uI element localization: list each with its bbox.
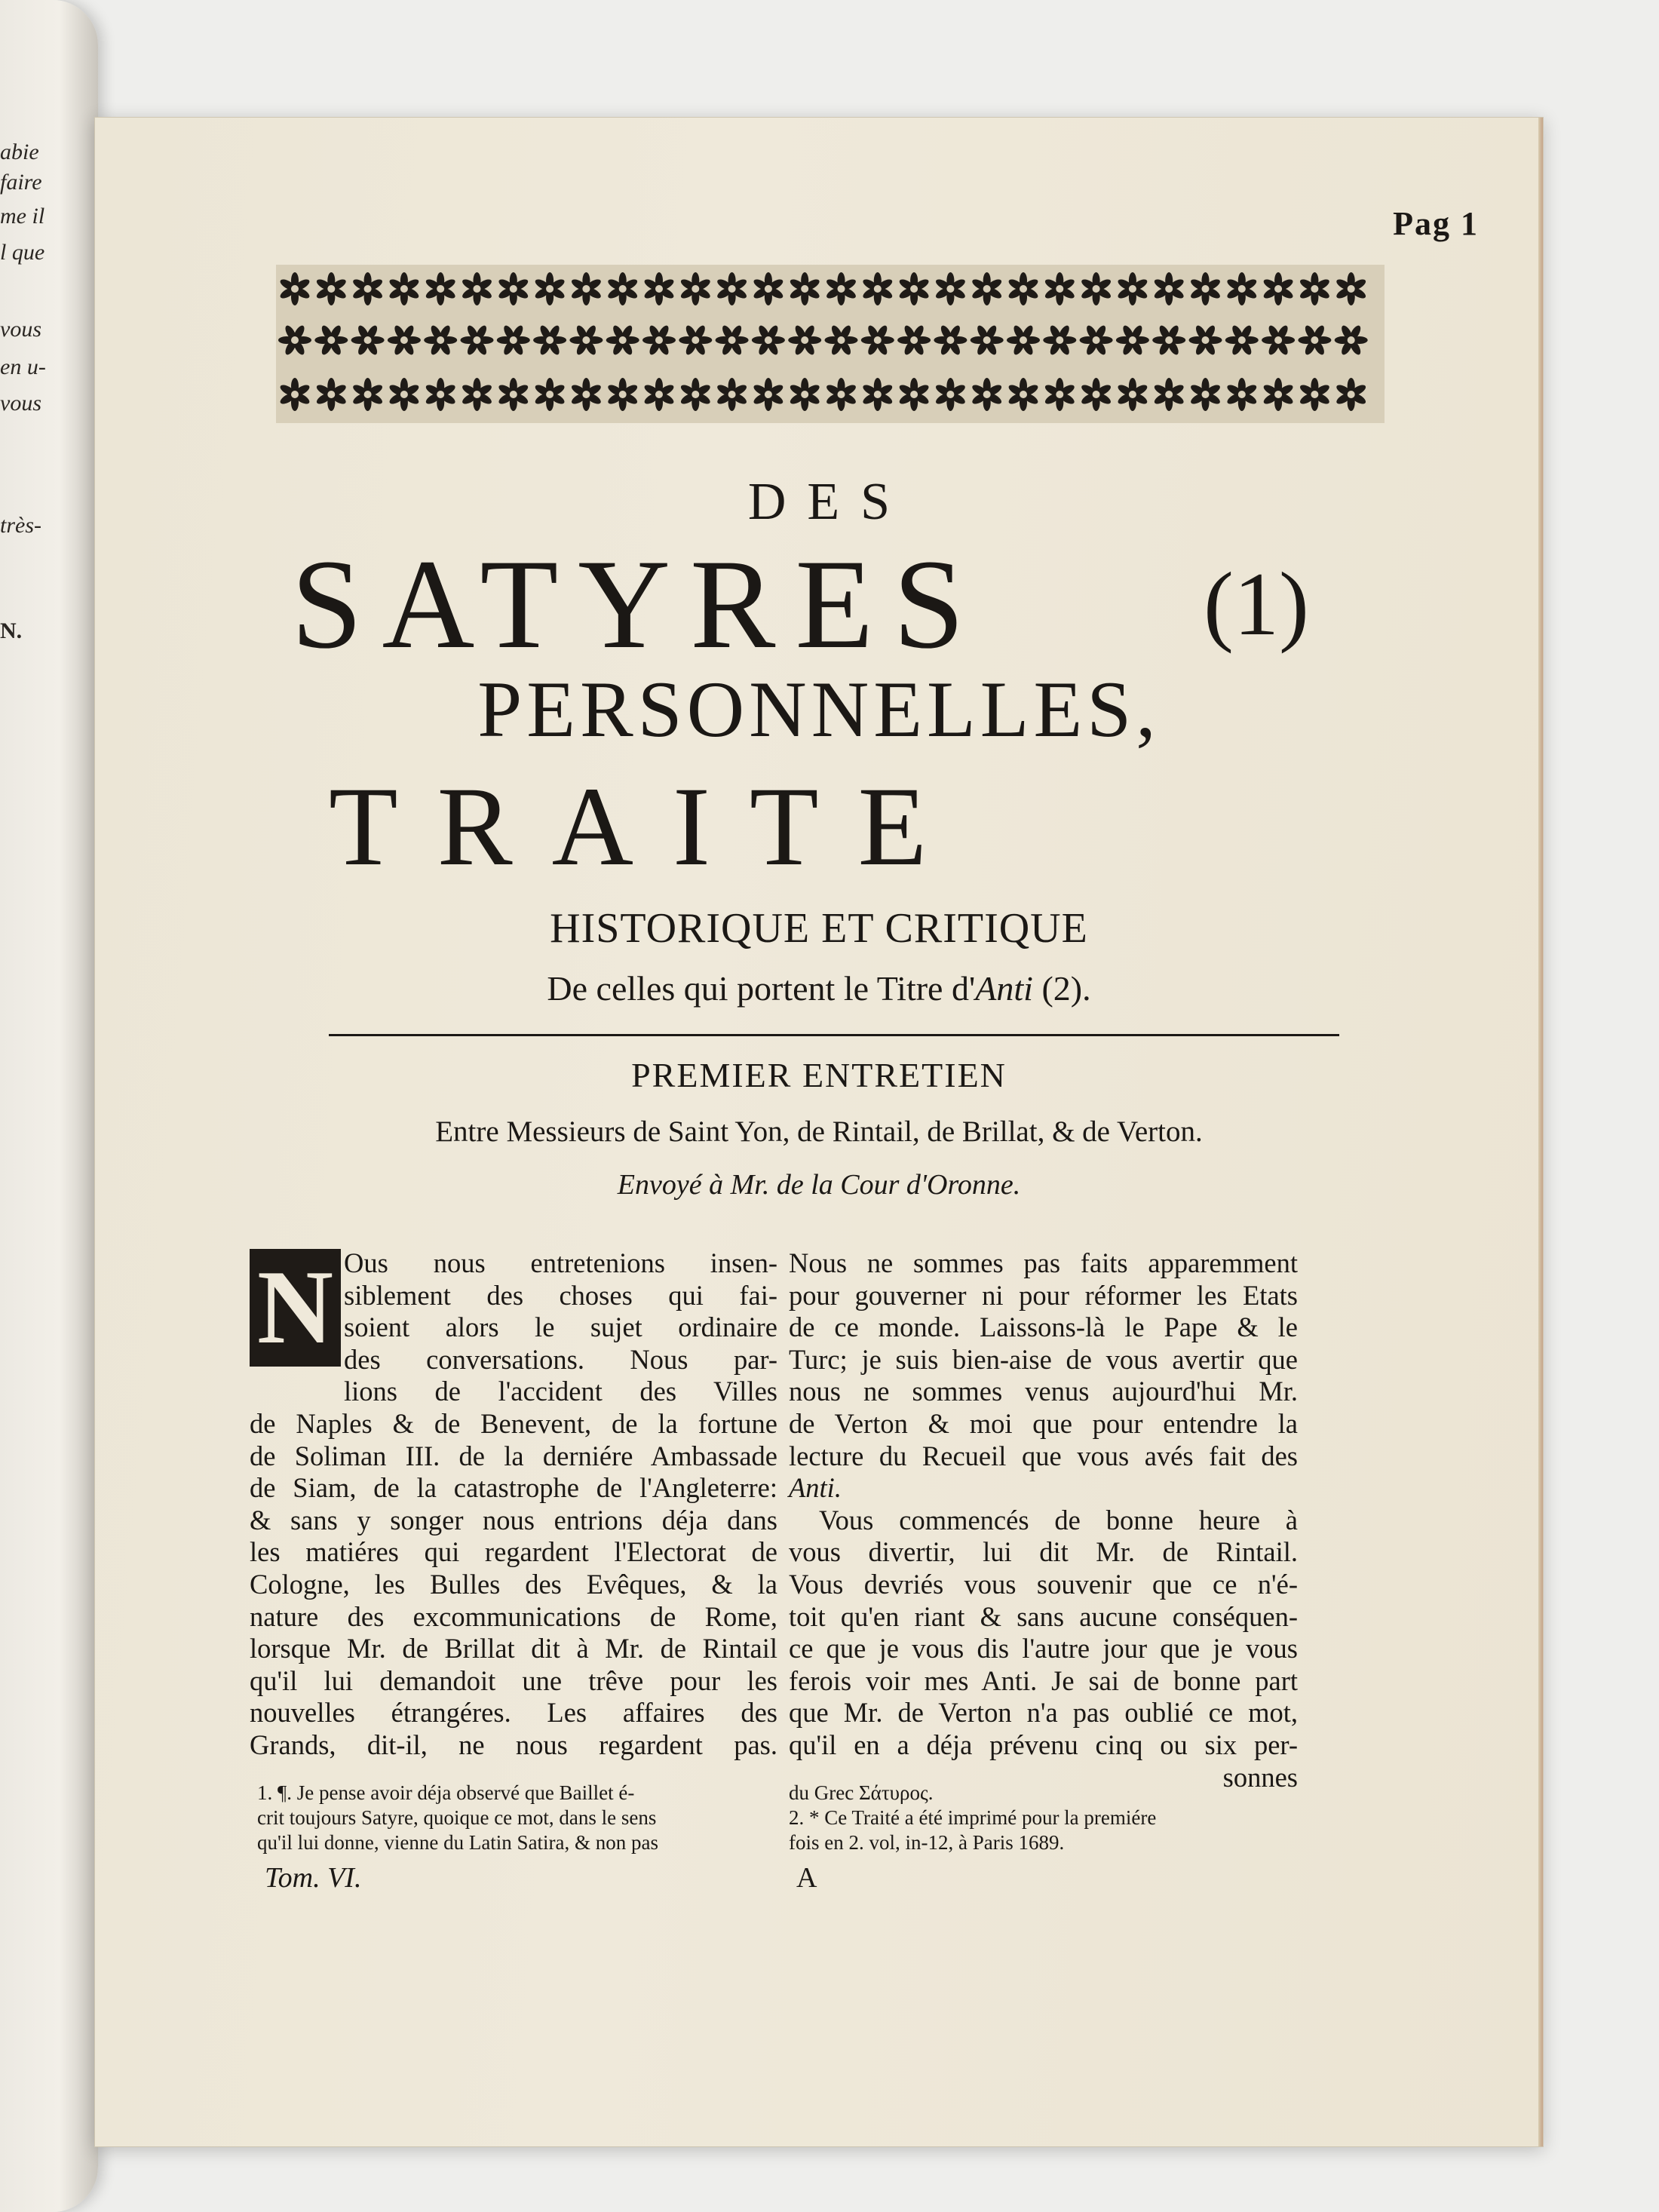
ornament-flower [351,324,385,356]
ornament-flower [606,272,639,305]
ornament-flower [351,378,384,411]
footnote-right [789,1781,1302,1855]
footnote-line: 1. ¶. Je pense avoir déja observé que Baillet é- [257,1781,635,1804]
ornament-flower [642,378,675,411]
ornament-flower [1299,272,1331,305]
ornament-flower [1080,272,1112,305]
footnote-line: crit toujours Satyre, quoique ce mot, dans le sens [257,1806,657,1829]
text-line: Vous devriés vous souvenir que ce n'é- [789,1568,1298,1600]
ornament-flower [461,378,493,411]
text-line: soient alors le sujet ordinaire [344,1312,777,1343]
ornament-flower [752,378,784,411]
ornament-flower [1225,324,1259,356]
text-column-left [250,1247,777,1762]
ornament-flower [642,272,675,305]
ornament-flower [278,324,311,356]
left-page-fragment: me il [0,204,45,229]
ornament-flower [534,272,566,305]
ornament-flower [570,378,603,411]
footnote-left [257,1781,777,1855]
ornament-flower [388,378,420,411]
ornament-flower [1116,324,1149,356]
title-line-celles [95,966,1543,1011]
ornament-flower [716,272,748,305]
title-line-des: DES [747,473,912,531]
ornament-flower [825,272,857,305]
ornament-flower [425,378,457,411]
left-page-fragment: vous [0,317,41,342]
ornament-flower [1335,378,1367,411]
ornament-flower [1335,272,1367,305]
title-celles-text: De celles qui portent le Titre d' [547,969,976,1008]
ornament-flower [971,272,1003,305]
ornament-flower [497,324,530,356]
facing-left-page [0,0,98,2212]
ornament-flower [971,378,1003,411]
text-line: de ce monde. Laissons-là le Pape & le [789,1312,1298,1343]
ornament-flower [1044,378,1076,411]
title-rule [329,1034,1339,1036]
title-footnote-marker: (1) [1204,554,1309,654]
text-line: lorsque Mr. de Brillat dit à Mr. de Rintail [250,1633,777,1664]
ornament-flower [825,378,857,411]
ornament-flower [679,324,712,356]
ornament-flower [569,324,603,356]
text-italic: Anti. [789,1472,842,1504]
title-line-personnelles: PERSONNELLES, [477,665,1161,753]
ornament-flower [1189,272,1222,305]
ornament-flower [752,272,784,305]
text-line: nous ne sommes venus aujourd'hui Mr. [789,1376,1298,1407]
ornament-flower [679,378,712,411]
text-line: les matiéres qui regardent l'Electorat de [250,1536,777,1568]
ornament-flower [1007,378,1039,411]
ornament-flower [642,324,676,356]
footnote-line: 2. * Ce Traité a été imprimé pour la premiére [789,1806,1157,1829]
ornament-flower [1007,324,1040,356]
ornament-flower [1225,378,1258,411]
footnote-line: du Grec Σάτυρος. [789,1781,934,1804]
ornament-flower [716,324,749,356]
text-line: des conversations. Nous par- [344,1343,777,1375]
left-page-fragment: abie [0,140,39,164]
footnote-line: qu'il lui donne, vienne du Latin Satira, & non pas [257,1831,659,1854]
ornament-flower [1043,324,1076,356]
left-page-fragment: l que [0,240,45,265]
ornament-flower [1335,324,1368,356]
text-line: ferois voir mes Anti. Je sai de bonne part [789,1664,1298,1696]
text-column-right [789,1247,1298,1793]
ornament-flower [388,324,421,356]
ornament-flower [606,378,639,411]
left-page-fragment: très- [0,513,41,538]
title-line-traite: TRAITE [329,764,967,889]
ornament-flower [1262,272,1295,305]
text-line [789,1472,1298,1505]
ornament-flower [1262,378,1295,411]
ornament-flower [424,324,457,356]
ornament-flower [1116,272,1148,305]
text-line: qu'il en a déja prévenu cinq ou six per- [789,1729,1298,1760]
ornament-flower [934,324,967,356]
text-line: Nous ne sommes pas faits apparemment [789,1247,1298,1278]
text-line: de Naples & de Benevent, de la fortune [250,1407,777,1439]
left-page-fragment: faire [0,170,42,195]
section-heading: PREMIER ENTRETIEN [631,1056,1007,1094]
ornament-flower [716,378,748,411]
text-line: Grands, dit-il, ne nous regardent pas. [250,1729,777,1760]
text-line: lecture du Recueil que vous avés fait des [789,1440,1298,1471]
left-page-fragment: vous [0,391,41,416]
ornament-flower [934,272,967,305]
ornament-flower [1225,272,1258,305]
decorated-initial-letter: N [256,1249,334,1366]
left-page-fragment: N. [0,618,23,643]
text-line: ce que je vous dis l'autre jour que je vous [789,1633,1298,1664]
text-line: siblement des choses qui fai- [344,1279,777,1311]
ornament-flower [752,324,785,356]
volume-mark: Tom. VI. [265,1862,362,1894]
title-celles-note: (2). [1032,969,1091,1008]
text-line: Turc; je suis bien-aise de vous avertir que [789,1343,1298,1375]
ornament-flower [314,324,348,356]
ornament-flower [388,272,420,305]
ornament-flower [533,324,566,356]
ornament-flower [351,272,384,305]
ornament-flower [1153,378,1185,411]
text-line: de Soliman III. de la derniére Ambassade [250,1440,777,1471]
text-line: de Siam, de la catastrophe de l'Angleterre: [250,1472,777,1504]
ornament-flower [1080,378,1112,411]
ornament-flower [1299,378,1331,411]
section-subtitle: Entre Messieurs de Saint Yon, de Rintail, de Brillat, & de Verton. [435,1115,1203,1148]
ornament-flower [1189,378,1222,411]
ornament-flower [934,378,967,411]
ornament-flower [861,378,894,411]
ornament-flower [1116,378,1148,411]
text-line: vous divertir, lui dit Mr. de Rintail. [789,1536,1298,1568]
text-line: de Verton & moi que pour entendre la [789,1407,1298,1439]
book-page [94,117,1544,2147]
title-line-historique: HISTORIQUE ET CRITIQUE [550,905,1088,952]
text-line: que Mr. de Verton n'a pas oublié ce mot, [789,1697,1298,1729]
ornament-flower [898,272,931,305]
section-dedication: Envoyé à Mr. de la Cour d'Oronne. [617,1169,1021,1201]
ornament-flower [861,324,894,356]
ornament-flower [570,272,603,305]
ornament-flower [1152,324,1185,356]
ornament-flower [315,378,348,411]
footnote-line: fois en 2. vol, in-12, à Paris 1689. [789,1831,1065,1854]
ornament-flower [679,272,712,305]
ornament-flower [789,378,821,411]
ornament-flower [789,272,821,305]
ornament-flower [1262,324,1295,356]
ornament-flower [897,324,931,356]
text-line: pour gouverner ni pour réformer les Etats [789,1279,1298,1311]
ornament-flower [278,378,311,411]
ornament-flower [278,272,311,305]
ornament-flower [1080,324,1113,356]
text-line: nature des excommunications de Rome, [250,1600,777,1632]
ornament-flower [425,272,457,305]
ornament-flower [497,378,529,411]
ornament-flower [497,272,529,305]
ornament-flower [825,324,858,356]
left-page-fragment: en u- [0,354,46,379]
text-line: nouvelles étrangéres. Les affaires des [250,1697,777,1729]
ornament-flower [1044,272,1076,305]
ornament-flower [1189,324,1222,356]
text-line: lions de l'accident des Villes [344,1376,777,1407]
ornament-flower [898,378,931,411]
title-line-satyres: SATYRES [291,533,984,675]
catchword: sonnes [1222,1761,1298,1793]
ornament-flower [315,272,348,305]
ornament-flower [461,324,494,356]
header-ornament-band [276,265,1385,423]
ornament-flower [461,272,493,305]
ornament-flower [534,378,566,411]
ornament-flower [971,324,1004,356]
ornament-pattern [276,265,1385,423]
text-line: toit qu'en riant & sans aucune conséquen- [789,1600,1298,1632]
text-line: Cologne, les Bulles des Evêques, & la [250,1568,777,1600]
ornament-flower [1298,324,1331,356]
ornament-flower [606,324,639,356]
text-line: & sans y songer nous entrions déja dans [250,1504,777,1536]
title-celles-anti: Anti [975,969,1033,1008]
text-line: Vous commencés de bonne heure à [819,1504,1298,1536]
signature-letter: A [796,1862,817,1894]
running-head: Pag 1 [1393,205,1479,242]
text-line: qu'il lui demandoit une trêve pour les [250,1664,777,1696]
ornament-flower [1153,272,1185,305]
ornament-flower [1007,272,1039,305]
text-line: Ous nous entretenions insen- [344,1247,777,1278]
ornament-flower [861,272,894,305]
ornament-flower [788,324,821,356]
